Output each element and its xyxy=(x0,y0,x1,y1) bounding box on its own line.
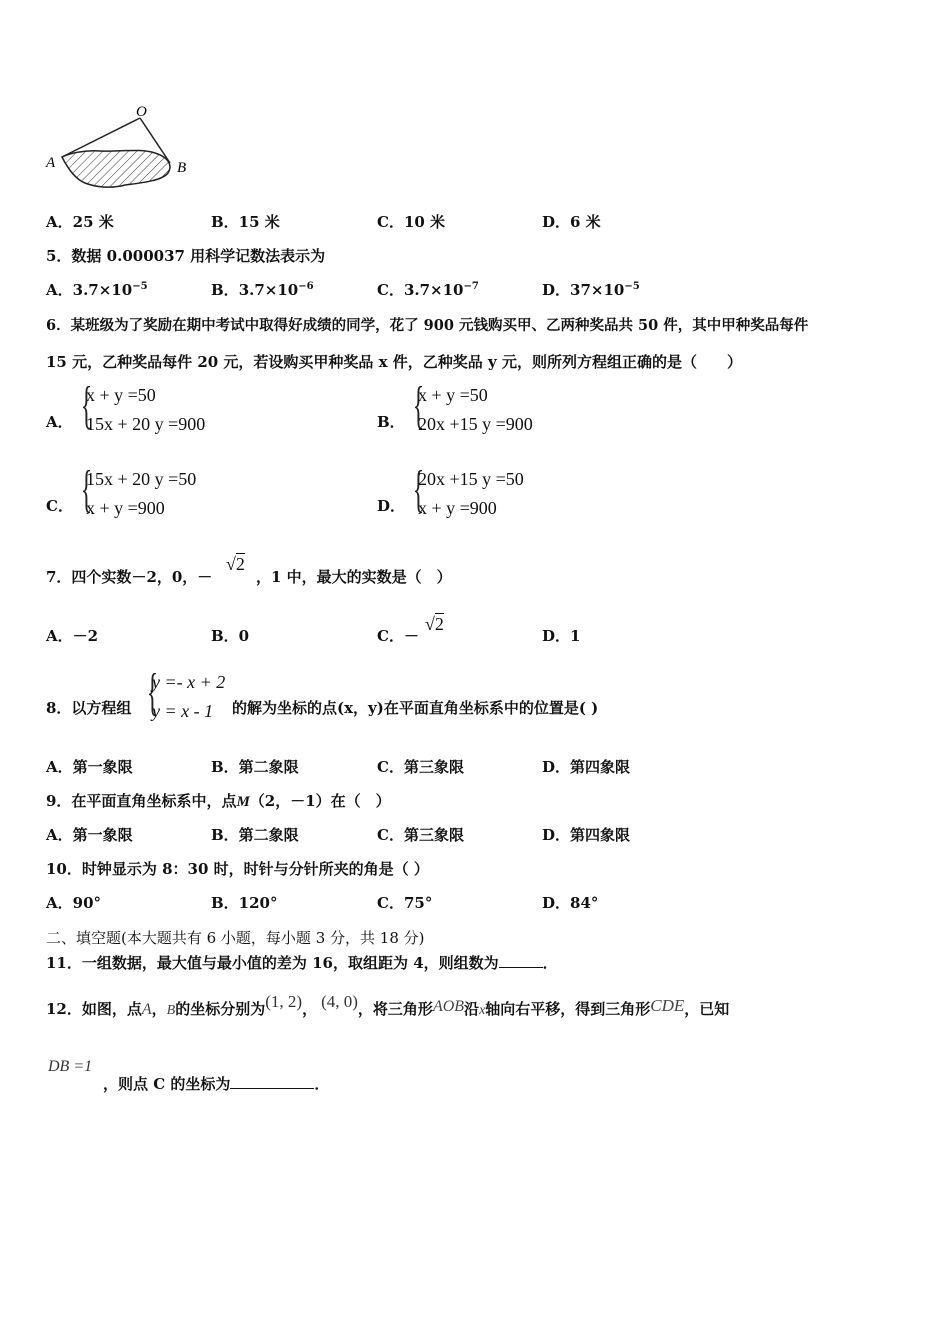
q8-option-a: A．第一象限 xyxy=(46,758,133,776)
q7-stem-b: ，1 中，最大的实数是（ ） xyxy=(256,568,452,586)
q6-option-d-letter: D． xyxy=(377,497,406,515)
q6-option-b-system xyxy=(418,381,533,439)
label-B: B xyxy=(177,160,187,176)
q8-option-c: C．第三象限 xyxy=(377,758,464,776)
q6-option-b-brace: { xyxy=(412,377,425,434)
q6-option-c-eq2: x + y =900 xyxy=(86,498,165,518)
q8-option-d: D．第四象限 xyxy=(542,758,631,776)
q8-stem-a: 8．以方程组 xyxy=(46,699,132,717)
q7-option-d: D．1 xyxy=(542,627,581,645)
q6-option-c-brace: { xyxy=(80,461,93,518)
q6-option-a-eq2: 15x + 20 y =900 xyxy=(86,414,206,434)
q6-option-d-system xyxy=(418,465,524,523)
q11-stem: 11．一组数据，最大值与最小值的差为 16，取组距为 4，则组数为 ． xyxy=(46,954,558,972)
label-O: O xyxy=(136,104,147,120)
q7-option-c: C．－ xyxy=(377,627,419,645)
q8-stem-b: 的解为坐标的点(x，y)在平面直角坐标系中的位置是( ) xyxy=(232,699,599,717)
section-2-heading: 二、填空题(本大题共有 6 小题，每小题 3 分，共 18 分) xyxy=(46,929,425,947)
q7-option-a: A．－2 xyxy=(46,627,99,645)
pond-figure xyxy=(40,95,200,195)
q6-option-b-letter: B． xyxy=(377,413,405,431)
q12-db-condition: DB =1 xyxy=(48,1058,93,1075)
q4-option-c: C．10 米 xyxy=(377,213,446,231)
q6-option-d-eq2: x + y =900 xyxy=(418,498,497,518)
q7-stem-a: 7．四个实数－2，0，－ xyxy=(46,568,213,586)
q8-system xyxy=(152,668,225,726)
q6-option-a-letter: A． xyxy=(46,413,73,431)
q6-option-b-eq1: x + y =50 xyxy=(418,385,488,405)
q9-option-b: B．第二象限 xyxy=(211,826,299,844)
q4-option-a: A．25 米 xyxy=(46,213,114,231)
q10-option-c: C．75° xyxy=(377,894,433,912)
q12-answer-blank[interactable] xyxy=(230,1088,314,1089)
q5-stem: 5．数据 0.000037 用科学记数法表示为 xyxy=(46,247,326,265)
q6-option-a-system xyxy=(86,381,205,439)
q4-option-b: B．15 米 xyxy=(211,213,280,231)
q9-stem: 9．在平面直角坐标系中，点M（2，－1）在（ ） xyxy=(46,792,391,810)
q5-option-b: B．$3.7\times 10^{-6}$ xyxy=(211,281,314,299)
q8-eq2: y = x - 1 xyxy=(152,701,214,721)
q4-option-d: D．6 米 xyxy=(542,213,601,231)
q7-sqrt: √2 xyxy=(226,554,245,574)
q6-option-d-brace: { xyxy=(412,461,425,518)
q6-option-b-eq2: 20x +15 y =900 xyxy=(418,414,533,434)
q6-option-c-letter: C． xyxy=(46,497,73,515)
q6-stem-line2: 15 元，乙种奖品每件 20 元，若设购买甲种奖品 x 件，乙种奖品 y 元，则所列方程组正确的是（ ） xyxy=(46,353,742,371)
q10-option-d: D．84° xyxy=(542,894,599,912)
q9-option-d: D．第四象限 xyxy=(542,826,631,844)
q8-brace: { xyxy=(146,664,159,721)
q6-stem-line1: 6．某班级为了奖励在期中考试中取得好成绩的同学，花了 900 元钱购买甲、乙两种奖品共 50 件，其中甲种奖品每件 xyxy=(46,317,809,334)
q6-option-a-brace: { xyxy=(80,377,93,434)
q10-stem: 10．时钟显示为 8：30 时，时针与分针所夹的角是（ ） xyxy=(46,860,429,878)
q10-option-b: B．120° xyxy=(211,894,278,912)
q8-option-b: B．第二象限 xyxy=(211,758,299,776)
q12-stem-end: ，则点 C 的坐标为 ． xyxy=(103,1075,330,1093)
q7-option-b: B．0 xyxy=(211,627,250,645)
q6-option-a-eq1: x + y =50 xyxy=(86,385,156,405)
q5-option-c: C．$3.7\times 10^{-7}$ xyxy=(377,281,479,299)
q6-option-c-eq1: 15x + 20 y =50 xyxy=(86,469,197,489)
label-A: A xyxy=(46,155,56,171)
q5-option-d: D．$37\times 10^{-5}$ xyxy=(542,281,640,299)
pond-shape xyxy=(62,150,170,187)
q11-answer-blank[interactable] xyxy=(499,967,543,968)
q9-option-c: C．第三象限 xyxy=(377,826,464,844)
q6-option-d-eq1: 20x +15 y =50 xyxy=(418,469,524,489)
q12-stem: 12．如图，点A，B的坐标分别为(1, 2)， (4, 0)，将三角形AOB沿x轴向右平移，得到三角形CDE，已知 xyxy=(46,992,730,1018)
q5-option-a: A．$3.7\times 10^{-5}$ xyxy=(46,281,148,299)
q7-option-c-sqrt: √2 xyxy=(425,614,444,634)
q10-option-a: A．90° xyxy=(46,894,102,912)
q6-option-c-system xyxy=(86,465,196,523)
q8-eq1: y =- x + 2 xyxy=(152,672,226,692)
q9-option-a: A．第一象限 xyxy=(46,826,133,844)
